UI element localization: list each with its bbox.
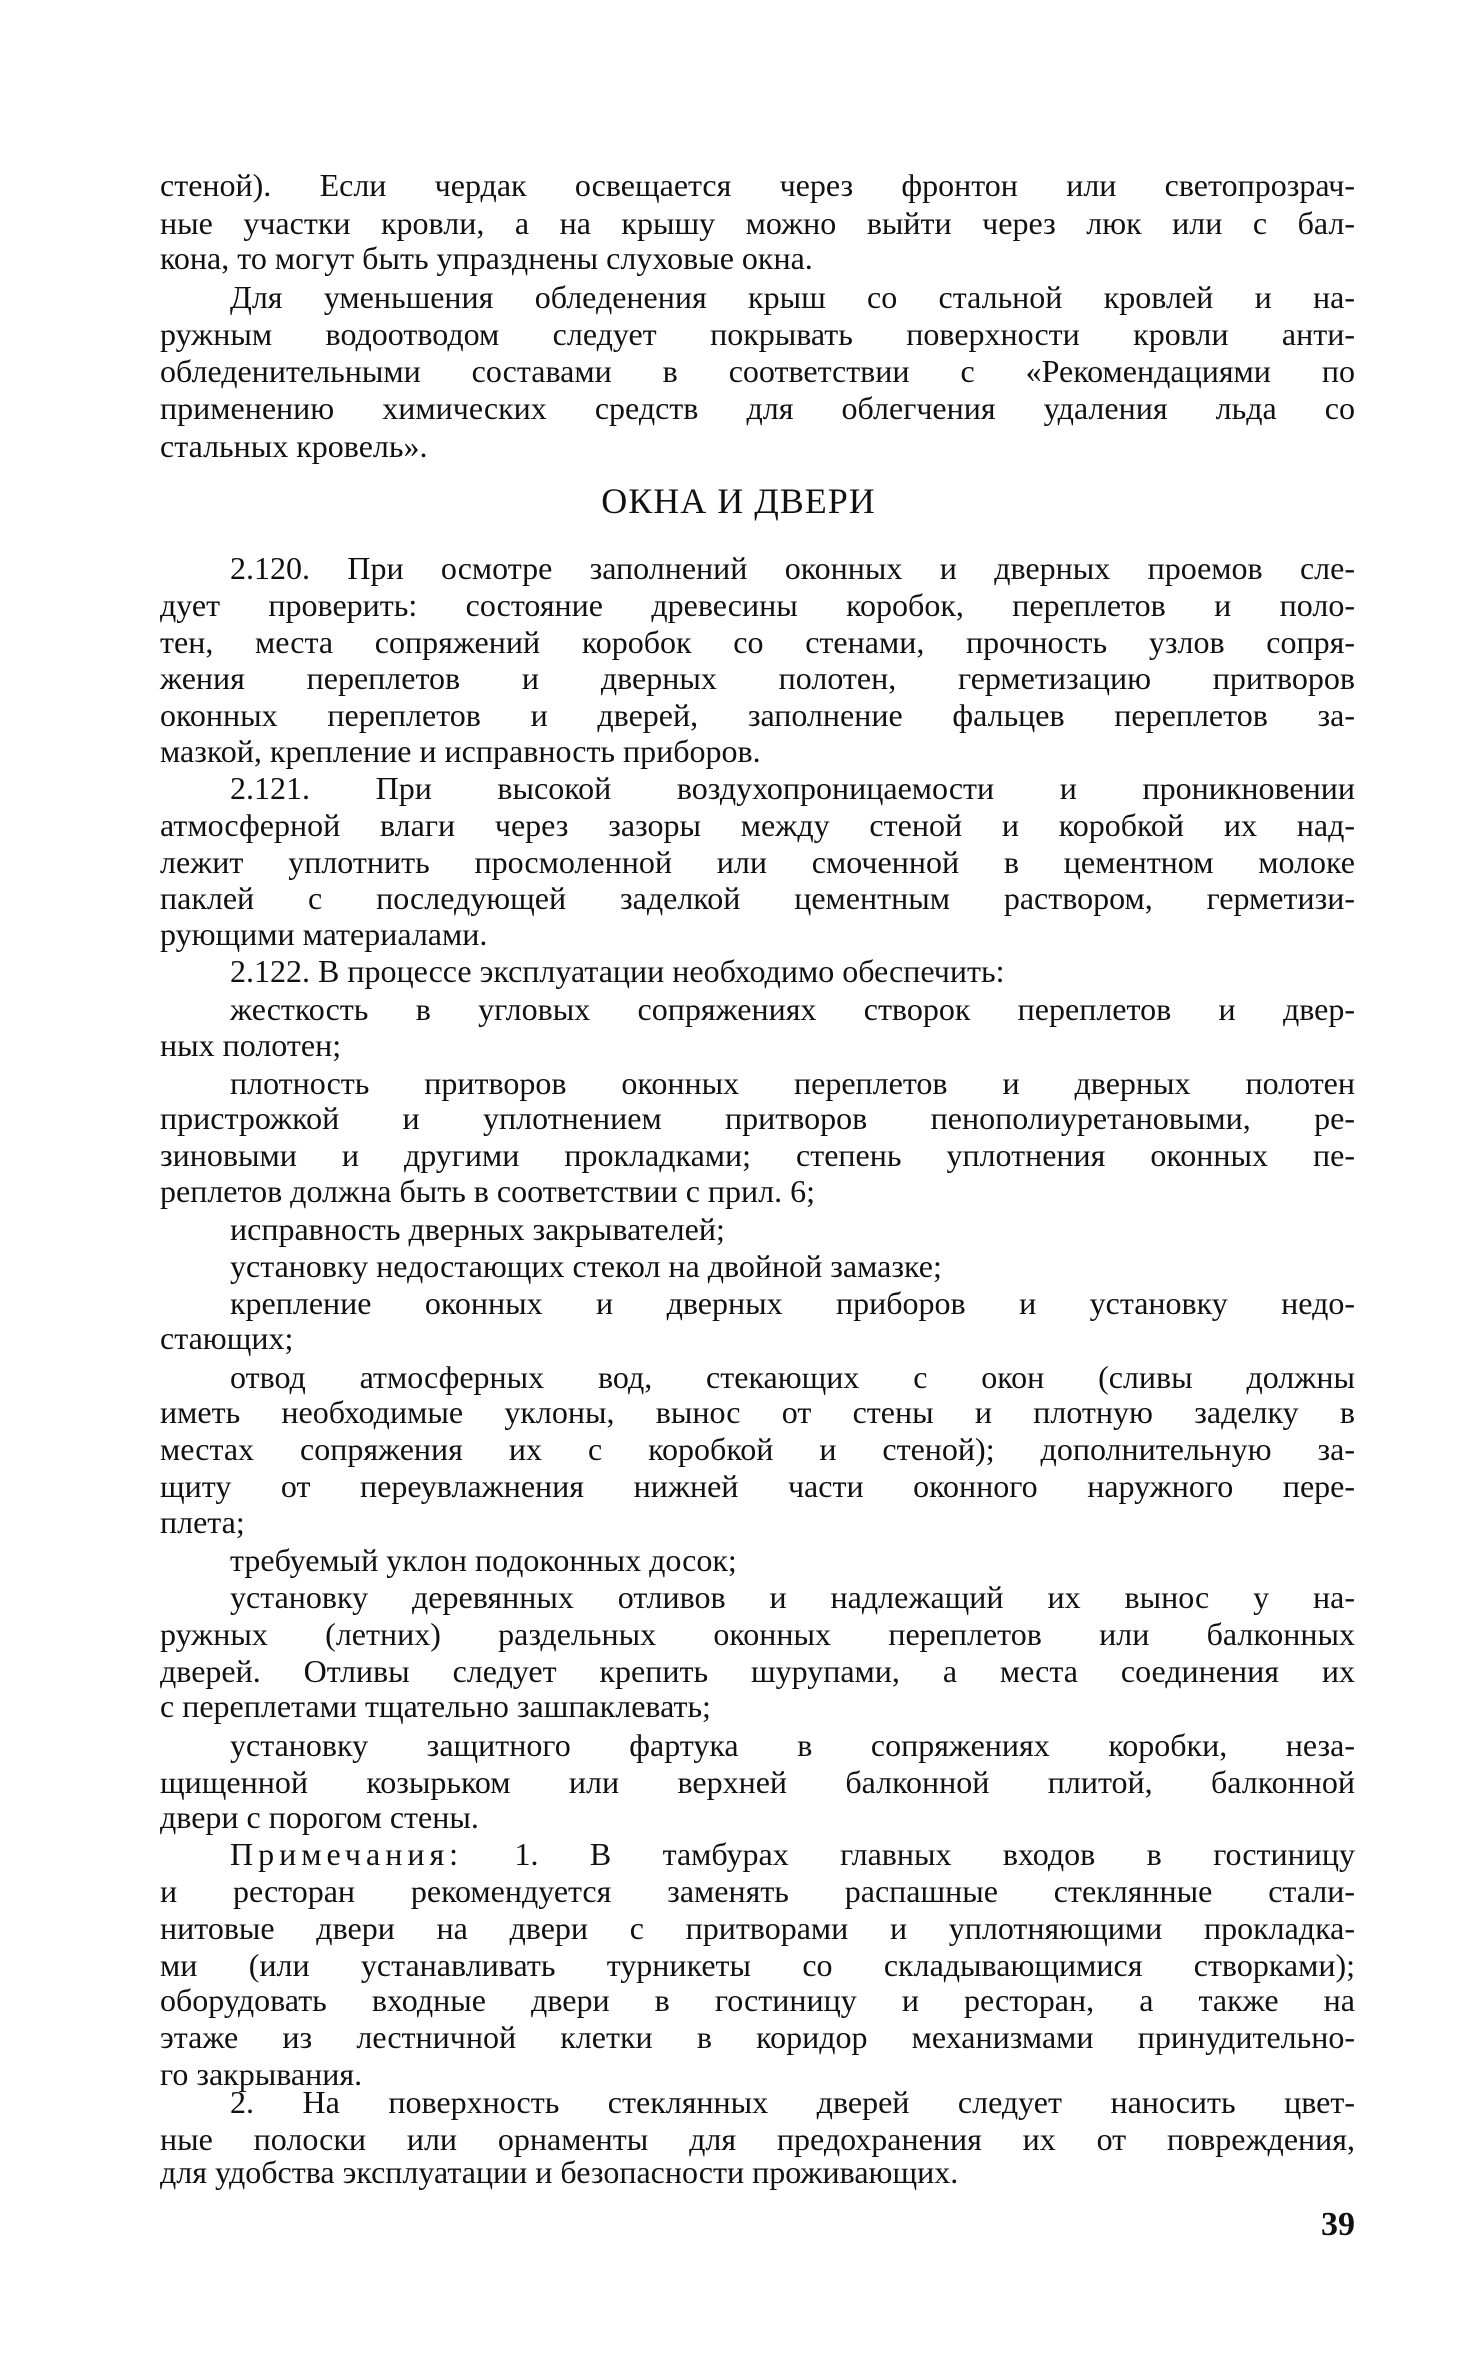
line-text: тен, места сопряжений коробок со стенами, прочность узлов сопря- <box>160 623 1355 660</box>
line-text: ружных (летних) раздельных оконных переплетов или балконных <box>160 1615 1355 1652</box>
text-line <box>160 315 1355 353</box>
text-line <box>230 1358 1355 1396</box>
line-text: Для уменьшения обледенения крыш со стальной кровлей и на- <box>230 278 1355 315</box>
text-line <box>160 1099 1355 1137</box>
line-text: жения переплетов и дверных полотен, герметизацию притворов <box>160 660 1355 697</box>
line-text: щиту от переувлажнения нижней части оконного наружного пере- <box>160 1468 1355 1505</box>
line-text: и ресторан рекомендуется заменять распашные стеклянные стали- <box>160 1872 1355 1909</box>
text-line <box>230 278 1355 316</box>
line-text: плотность притворов оконных переплетов и дверных полотен <box>230 1065 1355 1102</box>
line-text: стальных кровель». <box>160 428 428 465</box>
text-line <box>160 1763 1355 1801</box>
text-line <box>160 1981 1355 2019</box>
line-text: плета; <box>160 1503 245 1540</box>
text-line <box>160 732 1355 770</box>
text-line <box>160 1503 1355 1541</box>
line-text: рующими материалами. <box>160 915 488 952</box>
line-text: 1. В тамбурах главных входов в гостиницу <box>514 1835 1356 1872</box>
page-number: 39 <box>1321 2206 1355 2243</box>
line-text: иметь необходимые уклоны, вынос от стены и плотную заделку в <box>160 1394 1355 1431</box>
line-text: 2.122. В процессе эксплуатации необходимо обеспечить: <box>230 952 1005 989</box>
line-text: ми (или устанавливать турникеты со складывающимися створками); <box>160 1946 1355 1983</box>
line-text: 2.121. При высокой воздухопроницаемости и проникновении <box>230 769 1355 806</box>
text-line <box>160 1430 1355 1468</box>
line-text: ружным водоотводом следует покрывать поверхности кровли анти- <box>160 315 1355 352</box>
text-line <box>160 2153 1355 2191</box>
text-line <box>160 1615 1355 1653</box>
text-line <box>160 1393 1355 1431</box>
line-text: двери с порогом стены. <box>160 1798 479 1835</box>
text-line <box>160 1136 1355 1174</box>
line-text: требуемый уклон подоконных досок; <box>230 1542 737 1579</box>
line-text: лежит уплотнить просмоленной или смоченной в цементном молоке <box>160 843 1355 880</box>
text-line <box>230 1835 1355 1873</box>
line-text: стающих; <box>160 1320 294 1357</box>
line-text: паклей с последующей заделкой цементным раствором, герметизи- <box>160 880 1355 917</box>
text-line <box>160 659 1355 697</box>
text-line <box>160 586 1355 624</box>
line-text: стеной). Если чердак освещается через фронтон или светопрозрач- <box>160 166 1355 203</box>
text-line <box>160 166 1355 204</box>
text-line <box>160 1872 1355 1910</box>
line-text: ные полоски или орнаменты для предохранения их от повреждения, <box>160 2120 1355 2157</box>
text-line <box>230 1726 1355 1764</box>
text-line <box>160 427 1355 465</box>
line-text: для удобства эксплуатации и безопасности проживающих. <box>160 2154 959 2191</box>
text-line <box>160 352 1355 390</box>
line-text: нитовые двери на двери с притворами и уплотняющими прокладка- <box>160 1909 1355 1946</box>
text-line <box>160 1172 1355 1210</box>
notes-label: Примечания: <box>230 1835 464 1872</box>
text-line <box>230 2083 1355 2121</box>
text-line <box>160 1687 1355 1725</box>
line-text: установку деревянных отливов и надлежащий их вынос у на- <box>230 1578 1355 1615</box>
text-line <box>230 1541 1355 1579</box>
line-text: отвод атмосферных вод, стекающих с окон (сливы должны <box>230 1358 1355 1395</box>
text-line <box>160 696 1355 734</box>
text-line <box>230 1210 1355 1248</box>
text-line <box>160 1652 1355 1690</box>
line-text: обледенительными составами в соответствии с «Рекомендациями по <box>160 352 1355 389</box>
text-line <box>160 2018 1355 2056</box>
line-text: пристрожкой и уплотнением притворов пенополиуретановыми, ре- <box>160 1100 1355 1137</box>
line-text: установку защитного фартука в сопряжениях коробки, неза- <box>230 1726 1355 1763</box>
line-text: исправность дверных закрывателей; <box>230 1211 725 1248</box>
line-text: мазкой, крепление и исправность приборов. <box>160 732 761 769</box>
text-line <box>160 204 1355 242</box>
line-text: атмосферной влаги через зазоры между стеной и коробкой их над- <box>160 806 1355 843</box>
text-line <box>230 1247 1355 1285</box>
text-line <box>230 1064 1355 1102</box>
text-line <box>160 879 1355 917</box>
text-line <box>160 2120 1355 2158</box>
line-text: кона, то могут быть упразднены слуховые окна. <box>160 240 813 277</box>
text-line <box>160 1319 1355 1357</box>
text-line <box>230 990 1355 1028</box>
text-line <box>160 1026 1355 1064</box>
line-text: дует проверить: состояние древесины коробок, переплетов и поло- <box>160 586 1355 623</box>
line-text: с переплетами тщательно зашпаклевать; <box>160 1688 711 1725</box>
line-text: 2. На поверхность стеклянных дверей следует наносить цвет- <box>230 2083 1355 2120</box>
line-text: 2.120. При осмотре заполнений оконных и дверных проемов сле- <box>230 549 1355 586</box>
line-text: оконных переплетов и дверей, заполнение фальцев переплетов за- <box>160 697 1355 734</box>
text-line <box>160 843 1355 881</box>
text-line <box>230 952 1355 990</box>
text-line <box>230 1284 1355 1322</box>
text-line <box>160 389 1355 427</box>
line-text: зиновыми и другими прокладками; степень уплотнения оконных пе- <box>160 1137 1355 1174</box>
text-line <box>160 1909 1355 1947</box>
line-text: ные участки кровли, а на крышу можно выйти через люк или с бал- <box>160 205 1355 242</box>
line-text: местах сопряжения их с коробкой и стеной); дополнительную за- <box>160 1431 1355 1468</box>
line-text: применению химических средств для облегчения удаления льда со <box>160 389 1355 426</box>
line-text: крепление оконных и дверных приборов и установку недо- <box>230 1285 1355 1322</box>
text-line <box>160 623 1355 661</box>
line-text: оборудовать входные двери в гостиницу и ресторан, а также на <box>160 1982 1355 2019</box>
text-line <box>160 239 1355 277</box>
section-heading: ОКНА И ДВЕРИ <box>601 481 876 521</box>
line-text: установку недостающих стекол на двойной замазке; <box>230 1248 942 1285</box>
text-line <box>160 1946 1355 1984</box>
text-line <box>160 1798 1355 1836</box>
text-line <box>230 769 1355 807</box>
text-line <box>230 1578 1355 1616</box>
line-text: ных полотен; <box>160 1026 342 1063</box>
text-line <box>160 806 1355 844</box>
line-text: этаже из лестничной клетки в коридор механизмами принудительно- <box>160 2018 1355 2055</box>
line-text: жесткость в угловых сопряжениях створок переплетов и двер- <box>230 991 1355 1028</box>
line-text: щищенной козырьком или верхней балконной плитой, балконной <box>160 1763 1355 1800</box>
line-text: дверей. Отливы следует крепить шурупами, а места соединения их <box>160 1652 1355 1689</box>
text-line <box>160 915 1355 953</box>
text-line <box>160 1467 1355 1505</box>
line-text: го закрывания. <box>160 2055 363 2092</box>
text-line <box>230 549 1355 587</box>
line-text: реплетов должна быть в соответствии с прил. 6; <box>160 1172 816 1209</box>
